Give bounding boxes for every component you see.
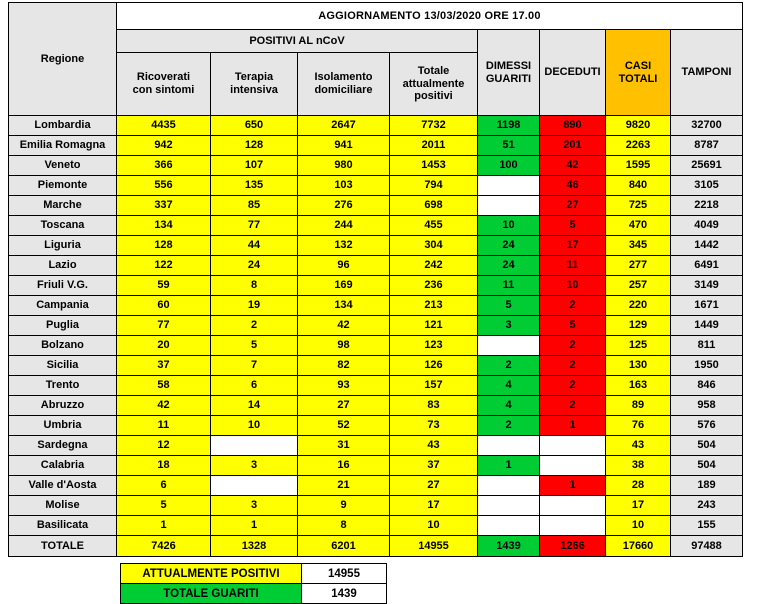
header-ricoverati-line2: con sintomi (132, 84, 195, 96)
cell-casi-totali: 38 (606, 456, 671, 476)
cell-terapia (211, 476, 298, 496)
cell-regione: Puglia (9, 316, 117, 336)
cell-isolamento: 82 (298, 356, 390, 376)
header-dimessi-line2: GUARITI (485, 72, 532, 85)
cell-ricoverati: 12 (117, 436, 211, 456)
cell-totale-positivi: 698 (390, 196, 478, 216)
cell-casi-totali: 129 (606, 316, 671, 336)
header-ricoverati-line1: Ricoverati (136, 71, 191, 84)
cell-tamponi: 189 (671, 476, 743, 496)
cell-ricoverati: 37 (117, 356, 211, 376)
summary-label-totale-guariti: TOTALE GUARITI (121, 584, 302, 604)
cell-deceduti: 5 (540, 216, 606, 236)
cell-regione: Emilia Romagna (9, 136, 117, 156)
cell-casi-totali: 277 (606, 256, 671, 276)
cell-ricoverati: 59 (117, 276, 211, 296)
table-row (9, 236, 743, 256)
cell-regione: Umbria (9, 416, 117, 436)
cell-ricoverati: 42 (117, 396, 211, 416)
cell-tamponi: 1449 (671, 316, 743, 336)
cell-terapia: 6 (211, 376, 298, 396)
cell-dimessi (478, 476, 540, 496)
cell-isolamento: 9 (298, 496, 390, 516)
cell-terapia: 2 (211, 316, 298, 336)
cell-isolamento: 103 (298, 176, 390, 196)
cell-ricoverati: 1 (117, 516, 211, 536)
table-row (9, 196, 743, 216)
cell-isolamento: 169 (298, 276, 390, 296)
cell-tamponi: 243 (671, 496, 743, 516)
cell-isolamento: 2647 (298, 116, 390, 136)
cell-casi-totali: 28 (606, 476, 671, 496)
cell-isolamento: 134 (298, 296, 390, 316)
cell-isolamento: 132 (298, 236, 390, 256)
cell-tamponi: 3149 (671, 276, 743, 296)
cell-deceduti: 2 (540, 296, 606, 316)
header-totale-line2: attualmente (402, 77, 465, 90)
header-casi-line2: TOTALI (618, 72, 658, 85)
table-row (9, 476, 743, 496)
cell-deceduti: 2 (540, 376, 606, 396)
cell-deceduti (540, 496, 606, 516)
cell-regione: Campania (9, 296, 117, 316)
cell-tamponi: 155 (671, 516, 743, 536)
cell-ricoverati: 6 (117, 476, 211, 496)
cell-terapia: 3 (211, 456, 298, 476)
summary-table (120, 563, 387, 604)
header-isolamento-line1: Isolamento (314, 71, 373, 84)
cell-regione: Sicilia (9, 356, 117, 376)
cell-terapia: 8 (211, 276, 298, 296)
cell-regione: Friuli V.G. (9, 276, 117, 296)
cell-terapia: 1328 (211, 536, 298, 557)
cell-regione: Molise (9, 496, 117, 516)
cell-isolamento: 27 (298, 396, 390, 416)
cell-totale-positivi: 794 (390, 176, 478, 196)
header-tamponi-line1: TAMPONI (681, 66, 732, 79)
cell-isolamento: 8 (298, 516, 390, 536)
cell-terapia: 650 (211, 116, 298, 136)
cell-isolamento: 6201 (298, 536, 390, 557)
cell-totale-positivi: 14955 (390, 536, 478, 557)
cell-dimessi: 24 (478, 236, 540, 256)
table-row (9, 156, 743, 176)
header-dimessi-guariti (478, 30, 540, 116)
header-casi-totali (606, 30, 671, 116)
cell-dimessi: 5 (478, 296, 540, 316)
cell-isolamento: 42 (298, 316, 390, 336)
cell-tamponi: 1950 (671, 356, 743, 376)
cell-totale-positivi: 2011 (390, 136, 478, 156)
summary-value-attualmente-positivi: 14955 (302, 564, 387, 584)
cell-casi-totali: 220 (606, 296, 671, 316)
cell-deceduti: 5 (540, 316, 606, 336)
cell-deceduti: 890 (540, 116, 606, 136)
cell-tamponi: 8787 (671, 136, 743, 156)
cell-dimessi: 1 (478, 456, 540, 476)
cell-regione: Toscana (9, 216, 117, 236)
cell-dimessi (478, 516, 540, 536)
cell-casi-totali: 163 (606, 376, 671, 396)
cell-regione: Lazio (9, 256, 117, 276)
spreadsheet-page (0, 2, 768, 600)
cell-tamponi: 6491 (671, 256, 743, 276)
header-casi-line1: CASI (624, 59, 652, 72)
cell-casi-totali: 9820 (606, 116, 671, 136)
cell-totale-positivi: 242 (390, 256, 478, 276)
cell-dimessi: 11 (478, 276, 540, 296)
table-row (9, 416, 743, 436)
cell-deceduti: 10 (540, 276, 606, 296)
cell-deceduti: 42 (540, 156, 606, 176)
cell-totale-positivi: 37 (390, 456, 478, 476)
cell-totale-positivi: 213 (390, 296, 478, 316)
cell-terapia: 85 (211, 196, 298, 216)
header-deceduti (540, 30, 606, 116)
cell-terapia: 24 (211, 256, 298, 276)
table-row (9, 496, 743, 516)
table-row (9, 116, 743, 136)
cell-totale-positivi: 1453 (390, 156, 478, 176)
cell-ricoverati: 942 (117, 136, 211, 156)
table-body (9, 116, 743, 557)
cell-casi-totali: 1595 (606, 156, 671, 176)
cell-terapia: 7 (211, 356, 298, 376)
cell-ricoverati: 58 (117, 376, 211, 396)
cell-tamponi: 811 (671, 336, 743, 356)
cell-casi-totali: 257 (606, 276, 671, 296)
cell-tamponi: 504 (671, 456, 743, 476)
cell-regione: TOTALE (9, 536, 117, 557)
cell-dimessi: 1198 (478, 116, 540, 136)
header-totale-positivi (390, 53, 478, 116)
cell-casi-totali: 10 (606, 516, 671, 536)
cell-terapia: 3 (211, 496, 298, 516)
cell-tamponi: 32700 (671, 116, 743, 136)
cell-casi-totali: 345 (606, 236, 671, 256)
covid-data-table (8, 2, 743, 557)
cell-dimessi (478, 196, 540, 216)
cell-totale-positivi: 7732 (390, 116, 478, 136)
cell-dimessi: 24 (478, 256, 540, 276)
cell-regione: Valle d'Aosta (9, 476, 117, 496)
cell-regione: Sardegna (9, 436, 117, 456)
cell-ricoverati: 20 (117, 336, 211, 356)
cell-regione: Piemonte (9, 176, 117, 196)
header-isolamento (298, 53, 390, 116)
cell-deceduti: 27 (540, 196, 606, 216)
cell-totale-positivi: 27 (390, 476, 478, 496)
cell-terapia: 1 (211, 516, 298, 536)
cell-ricoverati: 18 (117, 456, 211, 476)
cell-dimessi (478, 176, 540, 196)
cell-dimessi: 2 (478, 356, 540, 376)
table-row (9, 456, 743, 476)
cell-totale-positivi: 455 (390, 216, 478, 236)
cell-terapia: 5 (211, 336, 298, 356)
cell-casi-totali: 76 (606, 416, 671, 436)
cell-dimessi: 100 (478, 156, 540, 176)
cell-tamponi: 576 (671, 416, 743, 436)
cell-casi-totali: 130 (606, 356, 671, 376)
cell-terapia: 19 (211, 296, 298, 316)
header-ricoverati (117, 53, 211, 116)
table-row (9, 516, 743, 536)
header-deceduti-line1: DECEDUTI (544, 66, 601, 79)
cell-regione: Abruzzo (9, 396, 117, 416)
cell-regione: Marche (9, 196, 117, 216)
table-row (9, 436, 743, 456)
cell-casi-totali: 125 (606, 336, 671, 356)
cell-ricoverati: 77 (117, 316, 211, 336)
cell-dimessi: 4 (478, 396, 540, 416)
cell-regione: Liguria (9, 236, 117, 256)
cell-dimessi (478, 436, 540, 456)
cell-ricoverati: 122 (117, 256, 211, 276)
header-title: AGGIORNAMENTO 13/03/2020 ORE 17.00 (117, 3, 743, 30)
cell-totale-positivi: 73 (390, 416, 478, 436)
cell-casi-totali: 89 (606, 396, 671, 416)
cell-casi-totali: 17 (606, 496, 671, 516)
table-row (9, 396, 743, 416)
table-row (9, 356, 743, 376)
cell-isolamento: 31 (298, 436, 390, 456)
cell-isolamento: 98 (298, 336, 390, 356)
cell-deceduti: 1 (540, 476, 606, 496)
cell-ricoverati: 337 (117, 196, 211, 216)
cell-ricoverati: 4435 (117, 116, 211, 136)
cell-deceduti: 17 (540, 236, 606, 256)
cell-regione: Calabria (9, 456, 117, 476)
cell-tamponi: 846 (671, 376, 743, 396)
cell-ricoverati: 60 (117, 296, 211, 316)
cell-isolamento: 941 (298, 136, 390, 156)
cell-totale-positivi: 83 (390, 396, 478, 416)
cell-regione: Lombardia (9, 116, 117, 136)
cell-terapia: 10 (211, 416, 298, 436)
cell-totale-positivi: 304 (390, 236, 478, 256)
table-row (9, 256, 743, 276)
header-terapia (211, 53, 298, 116)
cell-ricoverati: 7426 (117, 536, 211, 557)
cell-totale-positivi: 121 (390, 316, 478, 336)
header-terapia-line1: Terapia (234, 71, 274, 84)
cell-dimessi: 2 (478, 416, 540, 436)
cell-tamponi: 4049 (671, 216, 743, 236)
cell-terapia: 77 (211, 216, 298, 236)
summary-row-attualmente-positivi (121, 564, 387, 584)
cell-terapia (211, 436, 298, 456)
cell-totale-positivi: 236 (390, 276, 478, 296)
cell-terapia: 135 (211, 176, 298, 196)
cell-regione: Trento (9, 376, 117, 396)
cell-dimessi: 10 (478, 216, 540, 236)
cell-regione: Bolzano (9, 336, 117, 356)
cell-terapia: 128 (211, 136, 298, 156)
cell-totale-positivi: 17 (390, 496, 478, 516)
cell-totale-positivi: 123 (390, 336, 478, 356)
header-totale-line1: Totale (417, 65, 450, 78)
cell-casi-totali: 2263 (606, 136, 671, 156)
cell-totale-positivi: 126 (390, 356, 478, 376)
cell-tamponi: 1671 (671, 296, 743, 316)
summary-label-attualmente-positivi: ATTUALMENTE POSITIVI (121, 564, 302, 584)
cell-isolamento: 21 (298, 476, 390, 496)
cell-tamponi: 958 (671, 396, 743, 416)
cell-ricoverati: 11 (117, 416, 211, 436)
summary-value-totale-guariti: 1439 (302, 584, 387, 604)
header-regione-label: Regione (40, 52, 85, 65)
table-row (9, 336, 743, 356)
cell-dimessi (478, 496, 540, 516)
cell-dimessi: 51 (478, 136, 540, 156)
cell-terapia: 107 (211, 156, 298, 176)
table-row (9, 376, 743, 396)
cell-deceduti (540, 456, 606, 476)
cell-deceduti: 2 (540, 356, 606, 376)
cell-tamponi: 504 (671, 436, 743, 456)
cell-terapia: 14 (211, 396, 298, 416)
table-total-row (9, 536, 743, 557)
cell-ricoverati: 5 (117, 496, 211, 516)
cell-deceduti: 46 (540, 176, 606, 196)
cell-dimessi: 4 (478, 376, 540, 396)
cell-isolamento: 276 (298, 196, 390, 216)
cell-ricoverati: 556 (117, 176, 211, 196)
table-row (9, 296, 743, 316)
cell-isolamento: 52 (298, 416, 390, 436)
cell-regione: Basilicata (9, 516, 117, 536)
cell-tamponi: 2218 (671, 196, 743, 216)
cell-totale-positivi: 10 (390, 516, 478, 536)
cell-isolamento: 244 (298, 216, 390, 236)
cell-isolamento: 93 (298, 376, 390, 396)
cell-deceduti: 201 (540, 136, 606, 156)
cell-casi-totali: 840 (606, 176, 671, 196)
cell-ricoverati: 134 (117, 216, 211, 236)
cell-tamponi: 25691 (671, 156, 743, 176)
cell-tamponi: 97488 (671, 536, 743, 557)
table-row (9, 216, 743, 236)
cell-ricoverati: 128 (117, 236, 211, 256)
header-group-positivi: POSITIVI AL nCoV (117, 30, 478, 53)
cell-deceduti: 2 (540, 396, 606, 416)
cell-deceduti (540, 436, 606, 456)
cell-totale-positivi: 43 (390, 436, 478, 456)
header-dimessi-line1: DIMESSI (485, 59, 532, 72)
cell-isolamento: 96 (298, 256, 390, 276)
summary-row-totale-guariti (121, 584, 387, 604)
cell-deceduti: 1 (540, 416, 606, 436)
cell-ricoverati: 366 (117, 156, 211, 176)
header-tamponi (671, 30, 743, 116)
header-isolamento-line2: domiciliare (314, 84, 373, 96)
cell-casi-totali: 17660 (606, 536, 671, 557)
cell-deceduti: 11 (540, 256, 606, 276)
cell-regione: Veneto (9, 156, 117, 176)
cell-isolamento: 16 (298, 456, 390, 476)
table-row (9, 136, 743, 156)
cell-tamponi: 3105 (671, 176, 743, 196)
cell-terapia: 44 (211, 236, 298, 256)
cell-dimessi: 1439 (478, 536, 540, 557)
cell-tamponi: 1442 (671, 236, 743, 256)
cell-casi-totali: 43 (606, 436, 671, 456)
cell-dimessi: 3 (478, 316, 540, 336)
cell-casi-totali: 725 (606, 196, 671, 216)
cell-totale-positivi: 157 (390, 376, 478, 396)
header-terapia-line2: intensiva (230, 84, 278, 96)
cell-dimessi (478, 336, 540, 356)
table-row (9, 176, 743, 196)
cell-casi-totali: 470 (606, 216, 671, 236)
table-row (9, 316, 743, 336)
cell-deceduti: 1266 (540, 536, 606, 557)
cell-isolamento: 980 (298, 156, 390, 176)
table-row (9, 276, 743, 296)
header-totale-line3: positivi (414, 90, 453, 103)
header-regione (9, 3, 117, 116)
cell-deceduti (540, 516, 606, 536)
cell-deceduti: 2 (540, 336, 606, 356)
table-header (9, 3, 743, 116)
